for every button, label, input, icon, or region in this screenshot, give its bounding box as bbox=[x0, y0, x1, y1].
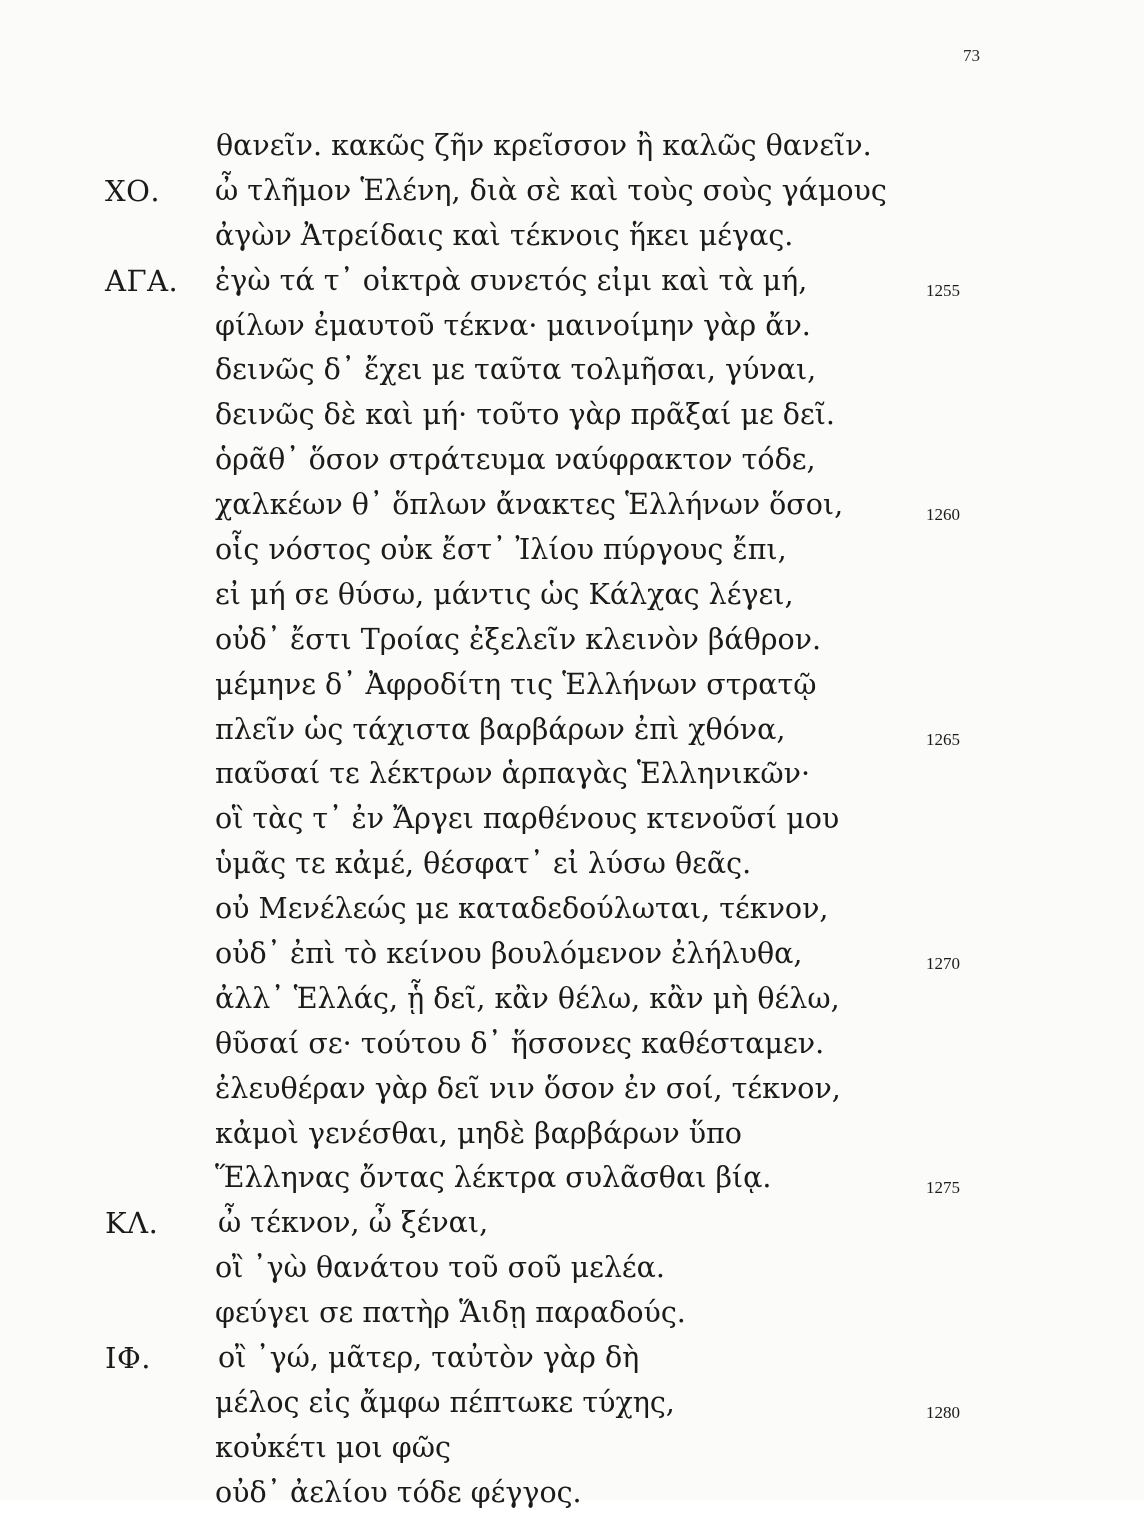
verse-line bbox=[0, 348, 1144, 393]
verse-text: οἲ ᾽γώ, μᾶτερ, ταὐτὸν γὰρ δὴ bbox=[218, 1341, 640, 1375]
verse-line bbox=[0, 1426, 1144, 1471]
verse-line bbox=[0, 259, 1144, 304]
speaker-label: ΧΟ. bbox=[105, 173, 161, 208]
verse-text: κἀμοὶ γενέσθαι, μηδὲ βαρβάρων ὕπο bbox=[215, 1116, 742, 1150]
verse-line bbox=[0, 1156, 1144, 1201]
verse-line bbox=[0, 1022, 1144, 1067]
verse-line bbox=[0, 483, 1144, 528]
verse-line bbox=[0, 932, 1144, 977]
verse-text: εἰ μή σε θύσω, μάντις ὡς Κάλχας λέγει, bbox=[215, 577, 794, 611]
verse-text: οἲ ᾽γὼ θανάτου τοῦ σοῦ μελέα. bbox=[215, 1251, 665, 1285]
speaker-label: ΑΓΑ. bbox=[105, 263, 179, 298]
verse-line bbox=[0, 393, 1144, 438]
verse-line bbox=[0, 1291, 1144, 1336]
verse-text: ἐλευθέραν γὰρ δεῖ νιν ὅσον ἐν σοί, τέκνον, bbox=[215, 1071, 841, 1105]
page-number: 73 bbox=[963, 46, 980, 65]
verse-line bbox=[0, 663, 1144, 708]
verse-line bbox=[0, 752, 1144, 797]
verse-line bbox=[0, 1201, 1144, 1246]
verse-lines bbox=[0, 124, 1144, 1516]
line-number: 1265 bbox=[926, 729, 960, 749]
verse-line bbox=[0, 1471, 1144, 1516]
verse-text: δεινῶς δ᾽ ἔχει με ταῦτα τολμῆσαι, γύναι, bbox=[215, 353, 817, 387]
verse-line bbox=[0, 618, 1144, 663]
verse-line bbox=[0, 1246, 1144, 1291]
verse-text: ἐγὼ τά τ᾽ οἰκτρὰ συνετός εἰμι καὶ τὰ μή, bbox=[215, 263, 808, 297]
verse-text: παῦσαί τε λέκτρων ἁρπαγὰς Ἑλληνικῶν· bbox=[215, 757, 811, 791]
verse-line bbox=[0, 1336, 1144, 1381]
line-number: 1280 bbox=[926, 1402, 960, 1422]
verse-text: φίλων ἐμαυτοῦ τέκνα· μαινοίμην γὰρ ἄν. bbox=[215, 308, 811, 342]
verse-text: ὑμᾶς τε κἀμέ, θέσφατ᾽ εἰ λύσω θεᾶς. bbox=[215, 847, 752, 881]
line-number: 1260 bbox=[926, 505, 960, 525]
verse-text: χαλκέων θ᾽ ὅπλων ἄνακτες Ἑλλήνων ὅσοι, bbox=[215, 488, 844, 522]
verse-text: οὐδ᾽ ἐπὶ τὸ κείνου βουλόμενον ἐλήλυθα, bbox=[215, 937, 803, 971]
verse-line bbox=[0, 797, 1144, 842]
verse-line bbox=[0, 977, 1144, 1022]
verse-text: ἀλλ᾽ Ἑλλάς, ᾗ δεῖ, κἂν θέλω, κἂν μὴ θέλω, bbox=[215, 981, 840, 1015]
verse-text: ὦ τλῆμον Ἑλένη, διὰ σὲ καὶ τοὺς σοὺς γάμους bbox=[215, 173, 887, 207]
verse-text: μέλος εἰς ἄμφω πέπτωκε τύχης, bbox=[215, 1385, 675, 1419]
verse-text: ἀγὼν Ἀτρείδαις καὶ τέκνοις ἥκει μέγας. bbox=[215, 218, 794, 252]
verse-text: πλεῖν ὡς τάχιστα βαρβάρων ἐπὶ χθόνα, bbox=[215, 712, 786, 746]
verse-text: οἳ τὰς τ᾽ ἐν Ἄργει παρθένους κτενοῦσί μου bbox=[215, 802, 840, 836]
verse-text: θανεῖν. κακῶς ζῆν κρεῖσσον ἢ καλῶς θανεῖν. bbox=[216, 129, 872, 162]
line-number: 1255 bbox=[926, 280, 960, 300]
verse-text: ὁρᾶθ᾽ ὅσον στράτευμα ναύφρακτον τόδε, bbox=[215, 443, 816, 477]
verse-text: οὐδ᾽ ἔστι Τροίας ἐξελεῖν κλεινὸν βάθρον. bbox=[215, 622, 822, 656]
verse-line bbox=[0, 573, 1144, 618]
verse-text: φεύγει σε πατὴρ Ἅιδῃ παραδούς. bbox=[215, 1296, 686, 1330]
verse-text: δεινῶς δὲ καὶ μή· τοῦτο γὰρ πρᾶξαί με δεῖ. bbox=[215, 398, 835, 432]
verse-text: οἷς νόστος οὐκ ἔστ᾽ Ἰλίου πύργους ἔπι, bbox=[215, 533, 787, 567]
speaker-label: ΚΛ. bbox=[105, 1206, 159, 1241]
line-number: 1275 bbox=[926, 1178, 960, 1198]
verse-line bbox=[0, 1067, 1144, 1112]
line-number: 1270 bbox=[926, 954, 960, 974]
verse-line bbox=[0, 708, 1144, 753]
verse-text: κοὐκέτι μοι φῶς bbox=[215, 1430, 451, 1464]
verse-line bbox=[0, 214, 1144, 259]
verse-line bbox=[0, 438, 1144, 483]
verse-line bbox=[0, 124, 1144, 169]
verse-line bbox=[0, 842, 1144, 887]
verse-text: οὐδ᾽ ἀελίου τόδε φέγγος. bbox=[215, 1475, 582, 1509]
verse-line bbox=[0, 304, 1144, 349]
verse-line bbox=[0, 1112, 1144, 1157]
verse-text: οὐ Μενέλεώς με καταδεδούλωται, τέκνον, bbox=[215, 892, 829, 926]
verse-text: Ἕλληνας ὄντας λέκτρα συλᾶσθαι βίᾳ. bbox=[215, 1161, 772, 1195]
speaker-label: ΙΦ. bbox=[105, 1341, 151, 1376]
verse-line bbox=[0, 528, 1144, 573]
verse-line bbox=[0, 1381, 1144, 1426]
verse-line bbox=[0, 887, 1144, 932]
verse-text: μέμηνε δ᾽ Ἀφροδίτη τις Ἑλλήνων στρατῷ bbox=[215, 667, 817, 701]
verse-text: ὦ τέκνον, ὦ ξέναι, bbox=[218, 1206, 489, 1240]
verse-line bbox=[0, 169, 1144, 214]
verse-text: θῦσαί σε· τούτου δ᾽ ἥσσονες καθέσταμεν. bbox=[215, 1026, 825, 1060]
